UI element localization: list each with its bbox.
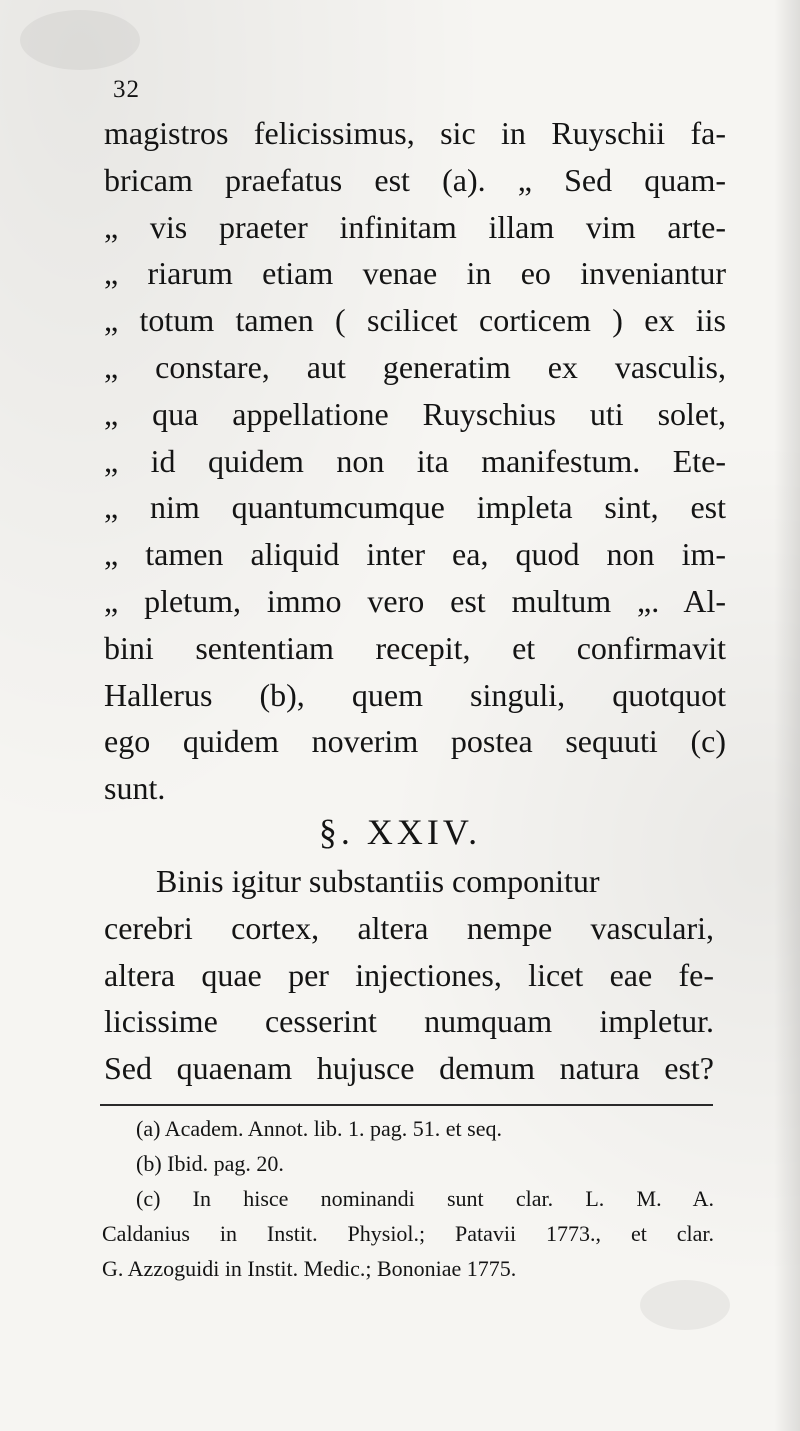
text-line: magistros felicissimus, sic in Ruyschii fa- (104, 115, 726, 151)
text-line: ego quidem noverim postea sequuti (c) (104, 723, 726, 760)
text-line: bini sententiam recepit, et confirmavit (104, 629, 726, 666)
text-line: Hallerus (b), quem singuli, quotquot (104, 676, 726, 713)
text-line: „ riarum etiam venae in eo inveniantur (104, 255, 726, 292)
text-line: altera quae per injectiones, licet eae fe- (104, 956, 714, 993)
footnotes (102, 1111, 714, 1286)
text-line: Binis igitur substantiis componitur (156, 863, 600, 899)
footnote-a: (a) Academ. Annot. lib. 1. pag. 51. et seq. (136, 1116, 502, 1141)
footnote-c-continued: G. Azzoguidi in Instit. Medic.; Bononiae 1775. (102, 1256, 517, 1281)
text-line: „ vis praeter infinitam illam vim arte- (104, 208, 726, 245)
text-line: „ constare, aut generatim ex vasculis, (104, 348, 726, 385)
text-line: „ pletum, immo vero est multum „. Al- (104, 582, 726, 619)
paper-stain (640, 1280, 730, 1330)
text-line: Sed quaenam hujusce demum natura est? (104, 1050, 714, 1087)
text-line: cerebri cortex, altera nempe vasculari, (104, 909, 714, 946)
footnote-c: (c) In hisce nominandi sunt clar. L. M. A. (136, 1186, 714, 1211)
text-line: „ id quidem non ita manifestum. Ete- (104, 442, 726, 479)
text-line: „ qua appellatione Ruyschius uti solet, (104, 395, 726, 432)
text-line: licissime cesserint numquam impletur. (104, 1003, 714, 1040)
text-line: bricam praefatus est (a). „ Sed quam- (104, 161, 726, 198)
footnote-b: (b) Ibid. pag. 20. (136, 1151, 284, 1176)
body-paragraph (104, 110, 726, 812)
text-line: „ nim quantumcumque impleta sint, est (104, 489, 726, 526)
text-line: „ totum tamen ( scilicet corticem ) ex iis (104, 302, 726, 339)
section-paragraph (104, 858, 714, 1092)
text-line: „ tamen aliquid inter ea, quod non im- (104, 536, 726, 573)
section-heading: §. XXIV. (318, 812, 482, 852)
page-number: 32 (113, 76, 140, 103)
text-line: sunt. (104, 770, 166, 807)
paper-stain (20, 10, 140, 70)
page-edge-shadow (774, 0, 800, 1431)
footnote-c-continued: Caldanius in Instit. Physiol.; Patavii 1773., et clar. (102, 1221, 714, 1246)
footnote-rule (100, 1104, 713, 1106)
